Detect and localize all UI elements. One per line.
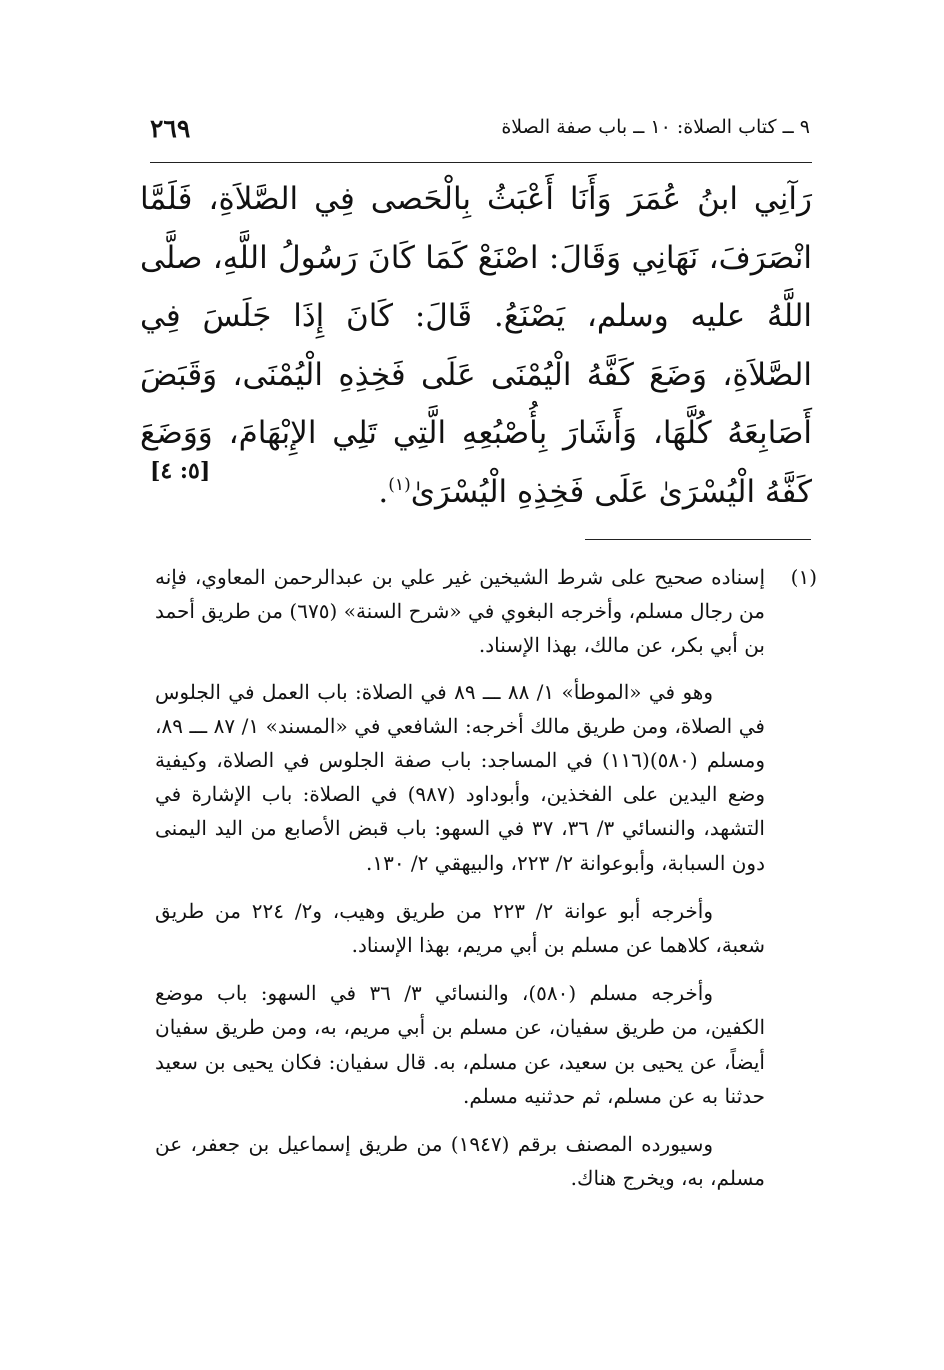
footnote-number: (١) bbox=[790, 565, 817, 589]
hadith-text bbox=[140, 170, 812, 521]
footnote-paragraph: وسيورده المصنف برقم (١٩٤٧) من طريق إسماعيل بن جعفر، عن مسلم، به، ويخرج هناك. bbox=[155, 1132, 765, 1191]
hadith-reference: [٥: ٤] bbox=[150, 458, 211, 484]
footnotes-section bbox=[155, 560, 817, 1209]
footnote-divider bbox=[585, 539, 811, 540]
hadith-body: رَآنِي ابنُ عُمَرَ وَأَنَا أَعْبَثُ بِالْحَصى فِي الصَّلاَةِ، فَلَمَّا انْصَرَفَ، نَهَانِي وَقَالَ: اصْنَعْ كَمَا كَانَ رَسُولُ اللَّهِ، صلَّى اللَّهُ عليه وسلم، يَصْنَعُ. قَالَ: كَانَ إِذَا جَلَسَ فِي الصَّلاَةِ، وَضَعَ كَفَّهُ الْيُمْنَى عَلَى فَخِذِهِ الْيُمْنَى، وَقَبَضَ أَصَابِعَهُ كُلَّهَا، وَأَشَارَ بِأُصْبُعِهِ الَّتِي تَلِي الإِبْهَامَ، وَوَضَعَ كَفَّهُ الْيُسْرَىٰ عَلَى فَخِذِهِ الْيُسْرَىٰ bbox=[140, 181, 812, 510]
footnote-1-text: إسناده صحيح على شرط الشيخين غير علي بن عبدالرحمن المعاوي، فإنه من رجال مسلم، وأخرجه البغوي في «شرح السنة» (٦٧٥) من طريق أحمد بن أبي بكر، عن مالك، بهذا الإسناد. bbox=[155, 565, 765, 658]
footnote-marker[interactable]: (١) bbox=[388, 474, 411, 495]
running-header bbox=[150, 112, 810, 162]
page-number: ٢٦٩ bbox=[150, 114, 191, 143]
footnote-paragraph: وأخرجه مسلم (٥٨٠)، والنسائي ٣/ ٣٦ في السهو: باب موضع الكفين، من طريق سفيان، عن مسلم بن أبي مريم، به، ومن طريق سفيان أيضاً، عن يحيى بن سعيد، عن مسلم، به. قال سفيان: فكان يحيى بن سعيد حدثنا به عن مسلم، ثم حدثنيه مسلم. bbox=[155, 981, 765, 1108]
hadith-paragraph bbox=[140, 170, 812, 521]
footnote-paragraph: وأخرجه أبو عوانة ٢/ ٢٢٣ من طريق وهيب، و٢/ ٢٢٤ من طريق شعبة، كلاهما عن مسلم بن أبي مريم، بهذا الإسناد. bbox=[155, 898, 765, 958]
end-punctuation: . bbox=[378, 473, 389, 510]
footnote-1 bbox=[155, 560, 817, 663]
header-divider bbox=[150, 162, 812, 163]
footnote-paragraph: وهو في «الموطأ» ١/ ٨٨ ـــ ٨٩ في الصلاة: باب العمل في الجلوس في الصلاة، ومن طريق مالك أخرجه: الشافعي في «المسند» ١/ ٨٧ ـــ ٨٩، ومسلم (٥٨٠)(١١٦) في المساجد: باب صفة الجلوس في الصلاة، وكيفية وضع اليدين على الفخذين، وأبوداود (٩٨٧) في الصلاة: باب الإشارة في التشهد، والنسائي ٣/ ٣٦، ٣٧ في السهو: باب قبض الأصابع من اليد اليمنى دون السبابة، وأبوعوانة ٢/ ٢٢٣، والبيهقي ٢/ ١٣٠. bbox=[155, 679, 766, 875]
chapter-title: ٩ ــ كتاب الصلاة: ١٠ ــ باب صفة الصلاة bbox=[501, 116, 810, 138]
